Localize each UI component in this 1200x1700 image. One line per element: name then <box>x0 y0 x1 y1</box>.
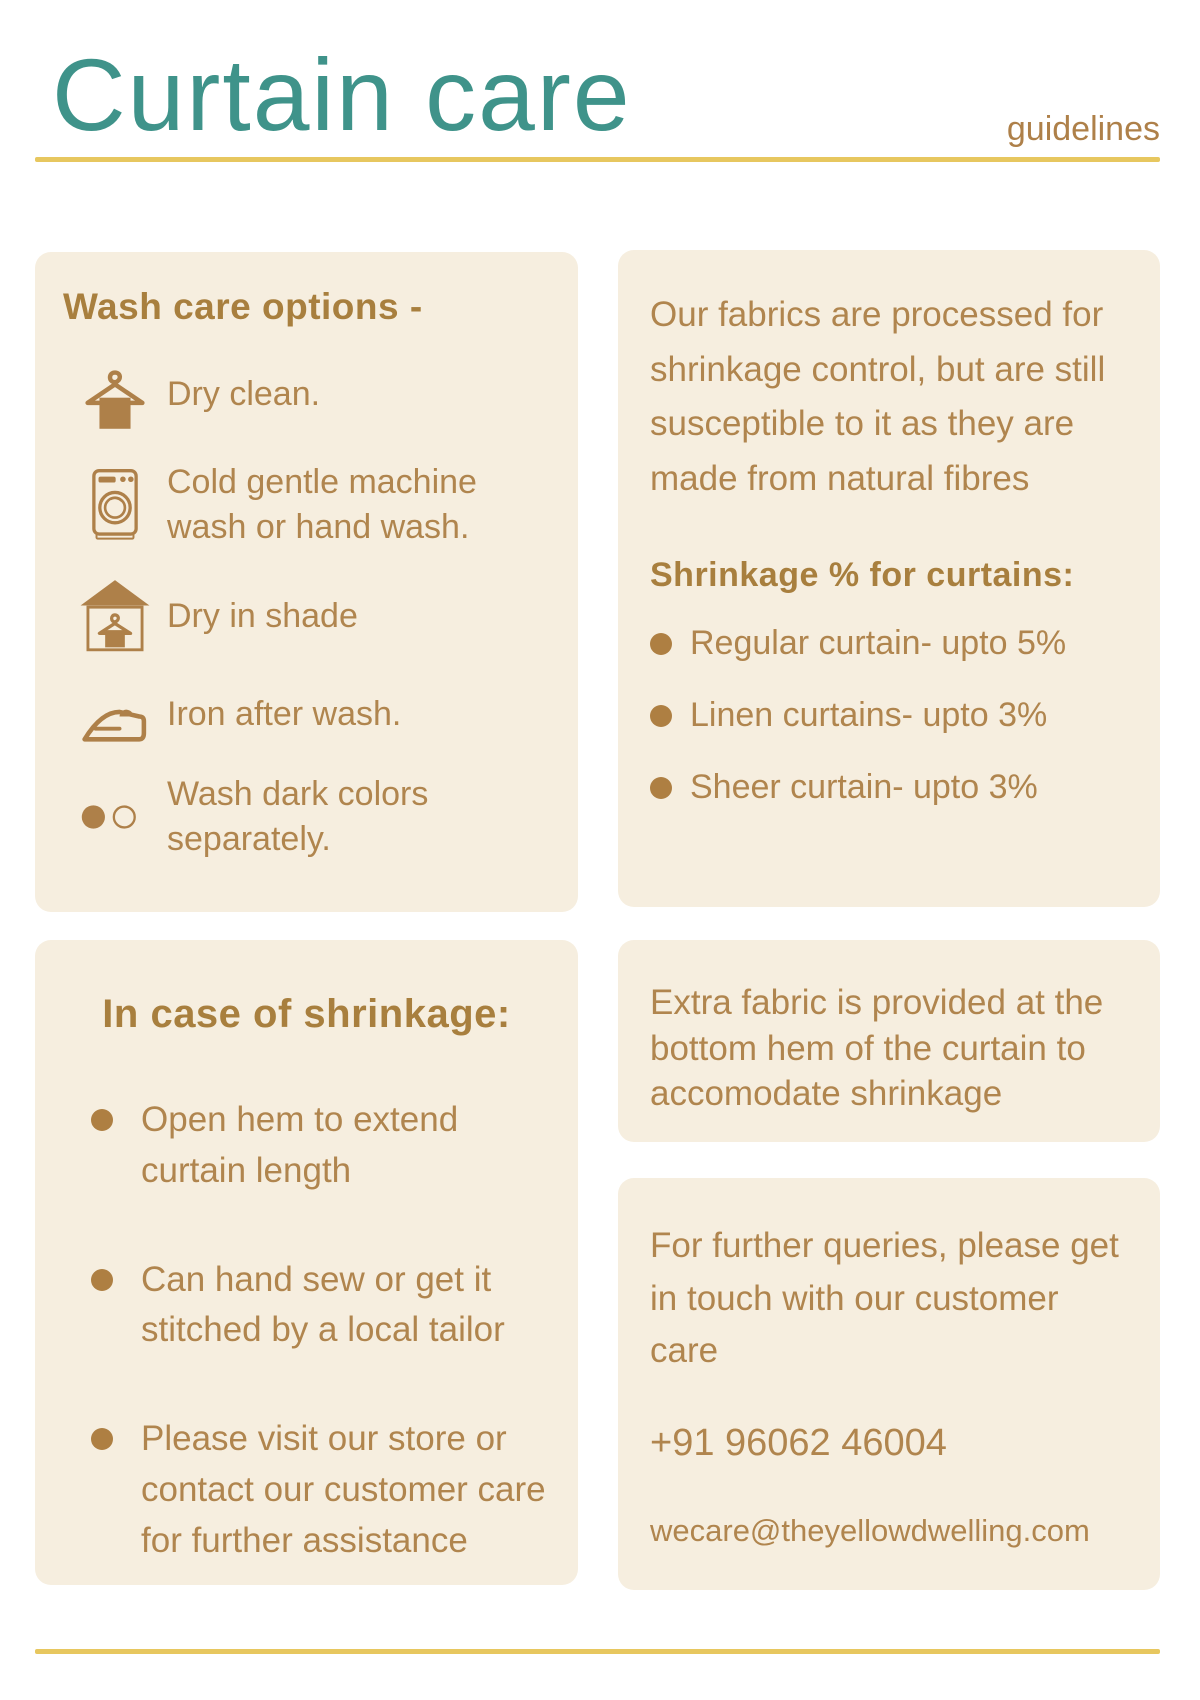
iron-icon <box>63 684 167 746</box>
shrinkage-case-panel <box>35 940 578 1585</box>
shrinkage-case-heading: In case of shrinkage: <box>102 992 511 1036</box>
bullet-icon <box>91 1428 113 1450</box>
contact-email: wecare@theyellowdwelling.com <box>650 1512 1090 1548</box>
list-item <box>63 1095 550 1197</box>
page-subtitle: guidelines <box>1006 110 1160 148</box>
care-item-label: Wash dark colors separately. <box>167 774 429 858</box>
header-divider <box>35 157 1160 162</box>
footer-divider <box>35 1649 1160 1654</box>
shrinkage-list <box>650 621 1130 811</box>
care-item-label: Dry in shade <box>167 597 358 636</box>
page-title: Curtain care <box>52 38 632 152</box>
care-item-label: Dry clean. <box>167 374 321 413</box>
care-item-label: Cold gentle machine wash or hand wash. <box>167 463 477 546</box>
shrinkage-item-label: Linen curtains- upto 3% <box>690 696 1048 735</box>
shrinkage-heading: Shrinkage % for curtains: <box>650 556 1075 595</box>
list-item <box>63 576 550 658</box>
fabric-info-panel <box>618 250 1160 907</box>
contact-phone: +91 96062 46004 <box>650 1421 947 1464</box>
case-item-label: Open hem to extend curtain length <box>141 1100 459 1190</box>
bullet-icon <box>650 705 672 727</box>
case-item-label: Can hand sew or get it stitched by a local tailor <box>141 1259 505 1350</box>
list-item <box>63 460 550 550</box>
wash-care-heading: Wash care options - <box>63 286 423 327</box>
list-item <box>650 693 1130 739</box>
list-item <box>650 621 1130 667</box>
bullet-icon <box>91 1269 113 1291</box>
list-item <box>63 684 550 746</box>
bullet-icon <box>91 1109 113 1131</box>
bullet-icon <box>650 633 672 655</box>
extra-fabric-panel <box>618 940 1160 1142</box>
fabric-info-paragraph: Our fabrics are processed for shrinkage control, but are still susceptible to it as they are made from natural fibres <box>650 295 1106 498</box>
shrinkage-case-list <box>63 1095 550 1566</box>
list-item <box>63 354 550 434</box>
list-item <box>63 1255 550 1357</box>
extra-fabric-paragraph: Extra fabric is provided at the bottom hem of the curtain to accomodate shrinkage <box>650 983 1104 1113</box>
contact-paragraph: For further queries, please get in touch with our customer care <box>650 1226 1119 1370</box>
list-item <box>63 1414 550 1566</box>
wash-care-panel <box>35 252 578 912</box>
care-item-label: Iron after wash. <box>167 695 402 734</box>
dark-colors-icon <box>63 800 167 834</box>
washing-machine-icon <box>63 465 167 545</box>
list-item <box>63 772 550 862</box>
hanger-icon <box>63 354 167 434</box>
dry-in-shade-icon <box>63 576 167 658</box>
shrinkage-item-label: Regular curtain- upto 5% <box>690 624 1067 663</box>
shrinkage-item-label: Sheer curtain- upto 3% <box>690 768 1038 807</box>
list-item <box>650 765 1130 811</box>
bullet-icon <box>650 777 672 799</box>
case-item-label: Please visit our store or contact our customer care for further assistance <box>141 1419 546 1560</box>
contact-panel <box>618 1178 1160 1590</box>
